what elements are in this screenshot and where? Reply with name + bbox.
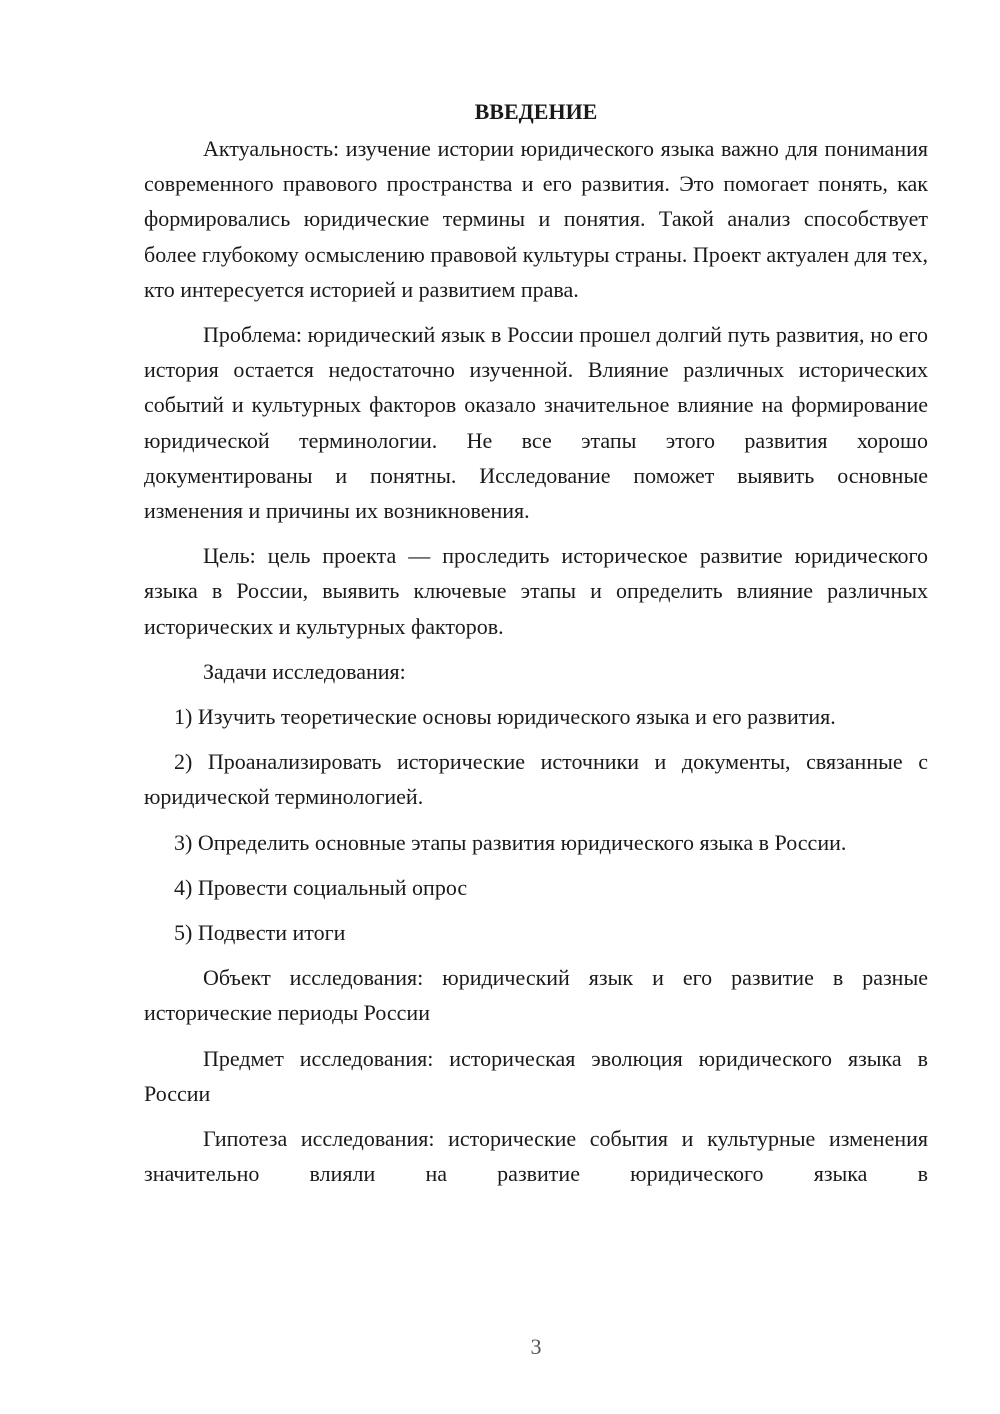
task-item-5: 5) Подвести итоги <box>174 920 346 946</box>
page-title: ВВЕДЕНИЕ <box>474 99 598 124</box>
hypothesis-paragraph: Гипотеза исследования: исторические события и культурные изменения значительно влияли на развитие юридического языка в <box>144 1126 928 1187</box>
page-number: 3 <box>530 1334 542 1359</box>
task-item-1: 1) Изучить теоретические основы юридического языка и его развития. <box>174 704 836 730</box>
page-content <box>144 94 928 1191</box>
goal-paragraph: Цель: цель проекта — проследить историческое развитие юридического языка в России, выявить ключевые этапы и определить влияние различных исторических и культурных факторов. <box>144 543 928 639</box>
task-item-3: 3) Определить основные этапы развития юридического языка в России. <box>174 829 847 855</box>
subject-paragraph: Предмет исследования: историческая эволюция юридического языка в России <box>144 1045 928 1106</box>
tasks-heading: Задачи исследования: <box>203 658 406 684</box>
problem-paragraph: Проблема: юридический язык в России прошел долгий путь развития, но его история остается недостаточно изученной. Влияние различных исторических событий и культурных факторов оказало значительное влияние на формирование юридической терминологии. Не все этапы этого развития хорошо документированы и понятны. Исследование поможет выявить основные изменения и причины их возникновения. <box>144 322 928 524</box>
task-item-4: 4) Провести социальный опрос <box>174 874 468 900</box>
relevance-paragraph: Актуальность: изучение истории юридического языка важно для понимания современного правового пространства и его развития. Это помогает понять, как формировались юридические термины и понятия. Такой анализ способствует более глубокому осмыслению правовой культуры страны. Проект актуален для тех, кто интересуется историей и развитием права. <box>144 136 928 302</box>
object-paragraph: Объект исследования: юридический язык и его развитие в разные исторические периоды России <box>144 965 928 1026</box>
task-item-2: 2) Проанализировать исторические источники и документы, связанные с юридической терминологией. <box>144 749 928 810</box>
